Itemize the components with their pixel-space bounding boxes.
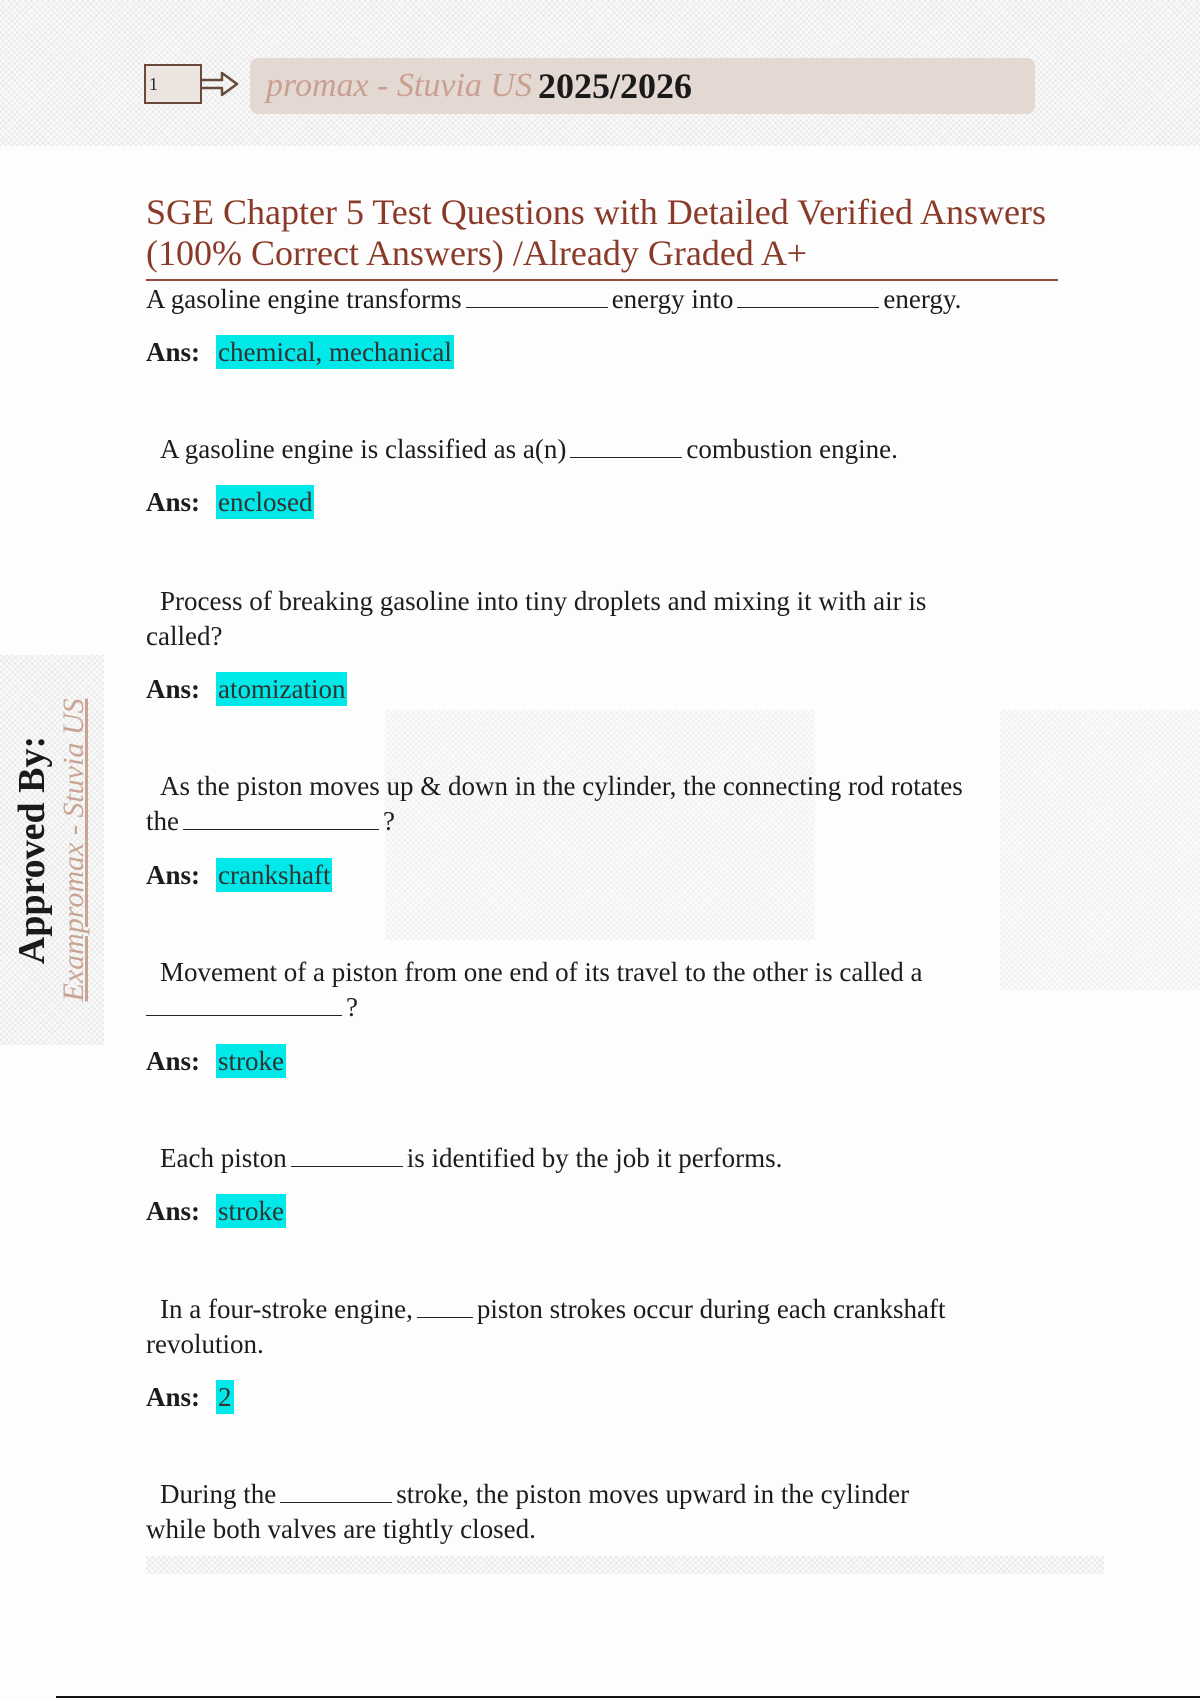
answer-row xyxy=(146,858,332,892)
answer-value: crankshaft xyxy=(218,860,331,890)
answer-row xyxy=(146,335,454,369)
answer-value: chemical, mechanical xyxy=(218,337,452,367)
footer-divider xyxy=(56,1696,1200,1698)
brand-name: promax - Stuvia US xyxy=(266,67,532,104)
answer-row xyxy=(146,1194,286,1228)
question-text: Process of breaking gasoline into tiny droplets and mixing it with air is called? xyxy=(146,586,927,651)
answer-value: stroke xyxy=(218,1196,284,1226)
question-text: A gasoline engine transforms energy into energy. xyxy=(146,284,962,314)
title-divider xyxy=(146,279,1058,281)
answer-label: Ans: xyxy=(146,674,201,704)
answer-row xyxy=(146,1380,234,1414)
examiner-label: Exampromax - Stuvia US xyxy=(57,698,90,1002)
header-banner xyxy=(250,58,1035,114)
answer-row xyxy=(146,1044,286,1078)
answer-value: stroke xyxy=(218,1046,284,1076)
approval-watermark xyxy=(0,655,104,1045)
question-text: In a four-stroke engine, piston strokes occur during each crankshaft revolution. xyxy=(146,1294,946,1359)
approved-by-label: Approved By: xyxy=(11,735,53,965)
answer-value: 2 xyxy=(218,1382,232,1412)
question-text: As the piston moves up & down in the cylinder, the connecting rod rotates the ? xyxy=(146,771,963,836)
question-text: A gasoline engine is classified as a(n) combustion engine. xyxy=(160,434,898,464)
question-text: Movement of a piston from one end of its travel to the other is called a ? xyxy=(146,955,1046,1025)
watermark-strip xyxy=(146,1556,1104,1574)
answer-value: enclosed xyxy=(218,487,313,517)
answer-label: Ans: xyxy=(146,860,201,890)
page-number: 1 xyxy=(144,64,202,104)
right-arrow-icon xyxy=(200,68,240,100)
question-text: Each piston is identified by the job it performs. xyxy=(160,1143,783,1173)
answer-value: atomization xyxy=(218,674,346,704)
document-year: 2025/2026 xyxy=(537,66,692,106)
answer-label: Ans: xyxy=(146,487,201,517)
document-title: SGE Chapter 5 Test Questions with Detailed Verified Answers (100% Correct Answers) /Already Graded A+ xyxy=(146,192,1047,273)
answer-row xyxy=(146,485,314,519)
answer-row xyxy=(146,672,347,706)
question-text: During the stroke, the piston moves upward in the cylinder while both valves are tightly closed. xyxy=(146,1479,910,1544)
background-watermark xyxy=(1000,710,1200,990)
answer-label: Ans: xyxy=(146,1046,201,1076)
answer-label: Ans: xyxy=(146,337,201,367)
answer-label: Ans: xyxy=(146,1382,201,1412)
answer-label: Ans: xyxy=(146,1196,201,1226)
